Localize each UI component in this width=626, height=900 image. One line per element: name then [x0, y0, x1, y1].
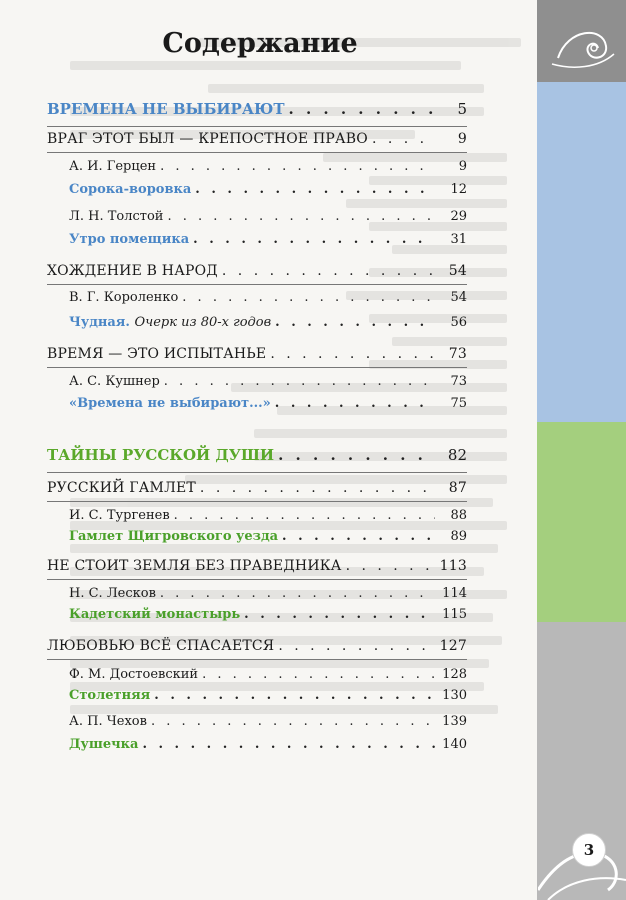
dot-leader — [154, 688, 435, 703]
author-page: 88 — [450, 508, 467, 523]
toc-author[interactable] — [69, 586, 467, 601]
work-subtitle: Очерк из 80-х годов — [134, 315, 272, 330]
dot-leader — [244, 607, 435, 622]
author-page: 139 — [442, 714, 467, 729]
toc-author[interactable] — [69, 714, 467, 729]
dot-leader — [200, 480, 435, 496]
chapter-divider — [47, 659, 467, 660]
work-title: Сорока-воровка — [69, 182, 192, 197]
work-title: Утро помещика — [69, 232, 190, 247]
work-title-main: Чудная. — [69, 315, 130, 330]
chapter-page: 87 — [448, 480, 467, 496]
chapter-title: НЕ СТОИТ ЗЕМЛЯ БЕЗ ПРАВЕДНИКА — [47, 558, 342, 574]
dot-leader — [222, 263, 435, 279]
work-title: Столетняя — [69, 688, 151, 703]
author-name: Л. Н. Толстой — [69, 209, 164, 224]
dot-leader — [182, 290, 435, 305]
toc-work[interactable] — [69, 315, 467, 330]
dot-leader — [275, 315, 435, 330]
chapter-divider — [47, 579, 467, 580]
author-name: В. Г. Короленко — [69, 290, 179, 305]
chapter-title: ХОЖДЕНИЕ В НАРОД — [47, 263, 218, 279]
author-page: 128 — [442, 667, 467, 682]
author-page: 114 — [442, 586, 467, 601]
toc-work[interactable] — [69, 182, 467, 197]
work-page: 140 — [442, 737, 467, 752]
chapter-title: ВРЕМЯ — ЭТО ИСПЫТАНЬЕ — [47, 346, 267, 362]
toc-work[interactable] — [69, 688, 467, 703]
dot-leader — [278, 446, 435, 464]
dot-leader — [275, 396, 435, 411]
author-name: Ф. М. Достоевский — [69, 667, 199, 682]
author-name: Н. С. Лесков — [69, 586, 156, 601]
toc-work[interactable] — [69, 737, 467, 752]
author-name: А. С. Кушнер — [69, 374, 160, 389]
dot-leader — [160, 586, 435, 601]
edge-strip-green — [537, 422, 626, 622]
author-name: А. П. Чехов — [69, 714, 147, 729]
chapter-page: 9 — [457, 131, 467, 147]
work-title — [69, 315, 275, 330]
author-name: И. С. Тургенев — [69, 508, 170, 523]
toc-author[interactable] — [69, 508, 467, 523]
dot-leader — [195, 182, 435, 197]
section-page: 82 — [447, 446, 467, 464]
dot-leader — [372, 131, 435, 147]
toc-author[interactable] — [69, 667, 467, 682]
work-page: 31 — [450, 232, 467, 247]
dot-leader — [164, 374, 435, 389]
author-name: А. И. Герцен — [69, 159, 157, 174]
dot-leader — [142, 737, 435, 752]
author-page: 54 — [450, 290, 467, 305]
dot-leader — [202, 667, 435, 682]
work-title: Гамлет Щигровского уезда — [69, 529, 279, 544]
toc-chapter[interactable] — [47, 558, 467, 574]
toc-work[interactable] — [69, 607, 467, 622]
author-page: 29 — [450, 209, 467, 224]
chapter-divider — [47, 367, 467, 368]
dot-leader — [193, 232, 435, 247]
section-title: ТАЙНЫ РУССКОЙ ДУШИ — [47, 446, 275, 464]
chapter-page: 73 — [448, 346, 467, 362]
work-page: 12 — [450, 182, 467, 197]
chapter-title: РУССКИЙ ГАМЛЕТ — [47, 480, 196, 496]
work-page: 56 — [450, 315, 467, 330]
toc-work[interactable] — [69, 529, 467, 544]
edge-strip-blue — [537, 82, 626, 422]
page-number: 3 — [572, 833, 606, 867]
toc-author[interactable] — [69, 290, 467, 305]
toc-chapter[interactable] — [47, 638, 467, 654]
work-page: 130 — [442, 688, 467, 703]
work-page: 75 — [450, 396, 467, 411]
work-title: Кадетский монастырь — [69, 607, 241, 622]
work-page: 89 — [450, 529, 467, 544]
section-title: ВРЕМЕНА НЕ ВЫБИРАЮТ — [47, 100, 285, 118]
work-title: Душечка — [69, 737, 139, 752]
work-title: «Времена не выбирают...» — [69, 396, 271, 411]
author-page: 9 — [458, 159, 467, 174]
chapter-page: 113 — [439, 558, 467, 574]
toc-chapter[interactable] — [47, 131, 467, 147]
page-title: Содержание — [162, 28, 358, 59]
toc-chapter[interactable] — [47, 346, 467, 362]
dot-leader — [346, 558, 434, 574]
toc-chapter[interactable] — [47, 480, 467, 496]
toc-section-1[interactable] — [47, 100, 467, 118]
chapter-page: 127 — [439, 638, 467, 654]
chapter-title: ВРАГ ЭТОТ БЫЛ — КРЕПОСТНОЕ ПРАВО — [47, 131, 368, 147]
dot-leader — [174, 508, 435, 523]
work-page: 115 — [442, 607, 467, 622]
toc-author[interactable] — [69, 374, 467, 389]
toc-section-2[interactable] — [47, 446, 467, 464]
section-divider — [47, 126, 467, 127]
toc-work[interactable] — [69, 232, 467, 247]
toc-work[interactable] — [69, 396, 467, 411]
dot-leader — [278, 638, 433, 654]
section-divider — [47, 472, 467, 473]
dot-leader — [160, 159, 435, 174]
chapter-page: 54 — [448, 263, 467, 279]
swirl-ornament-icon — [548, 18, 618, 74]
toc-author[interactable] — [69, 159, 467, 174]
toc-chapter[interactable] — [47, 263, 467, 279]
dot-leader — [289, 100, 435, 118]
toc-author[interactable] — [69, 209, 467, 224]
chapter-divider — [47, 152, 467, 153]
dot-leader — [282, 529, 435, 544]
dot-leader — [270, 346, 435, 362]
chapter-title: ЛЮБОВЬЮ ВСЁ СПАСАЕТСЯ — [47, 638, 275, 654]
dot-leader — [167, 209, 435, 224]
chapter-divider — [47, 284, 467, 285]
dot-leader — [151, 714, 435, 729]
author-page: 73 — [450, 374, 467, 389]
chapter-divider — [47, 501, 467, 502]
section-page: 5 — [457, 100, 467, 118]
